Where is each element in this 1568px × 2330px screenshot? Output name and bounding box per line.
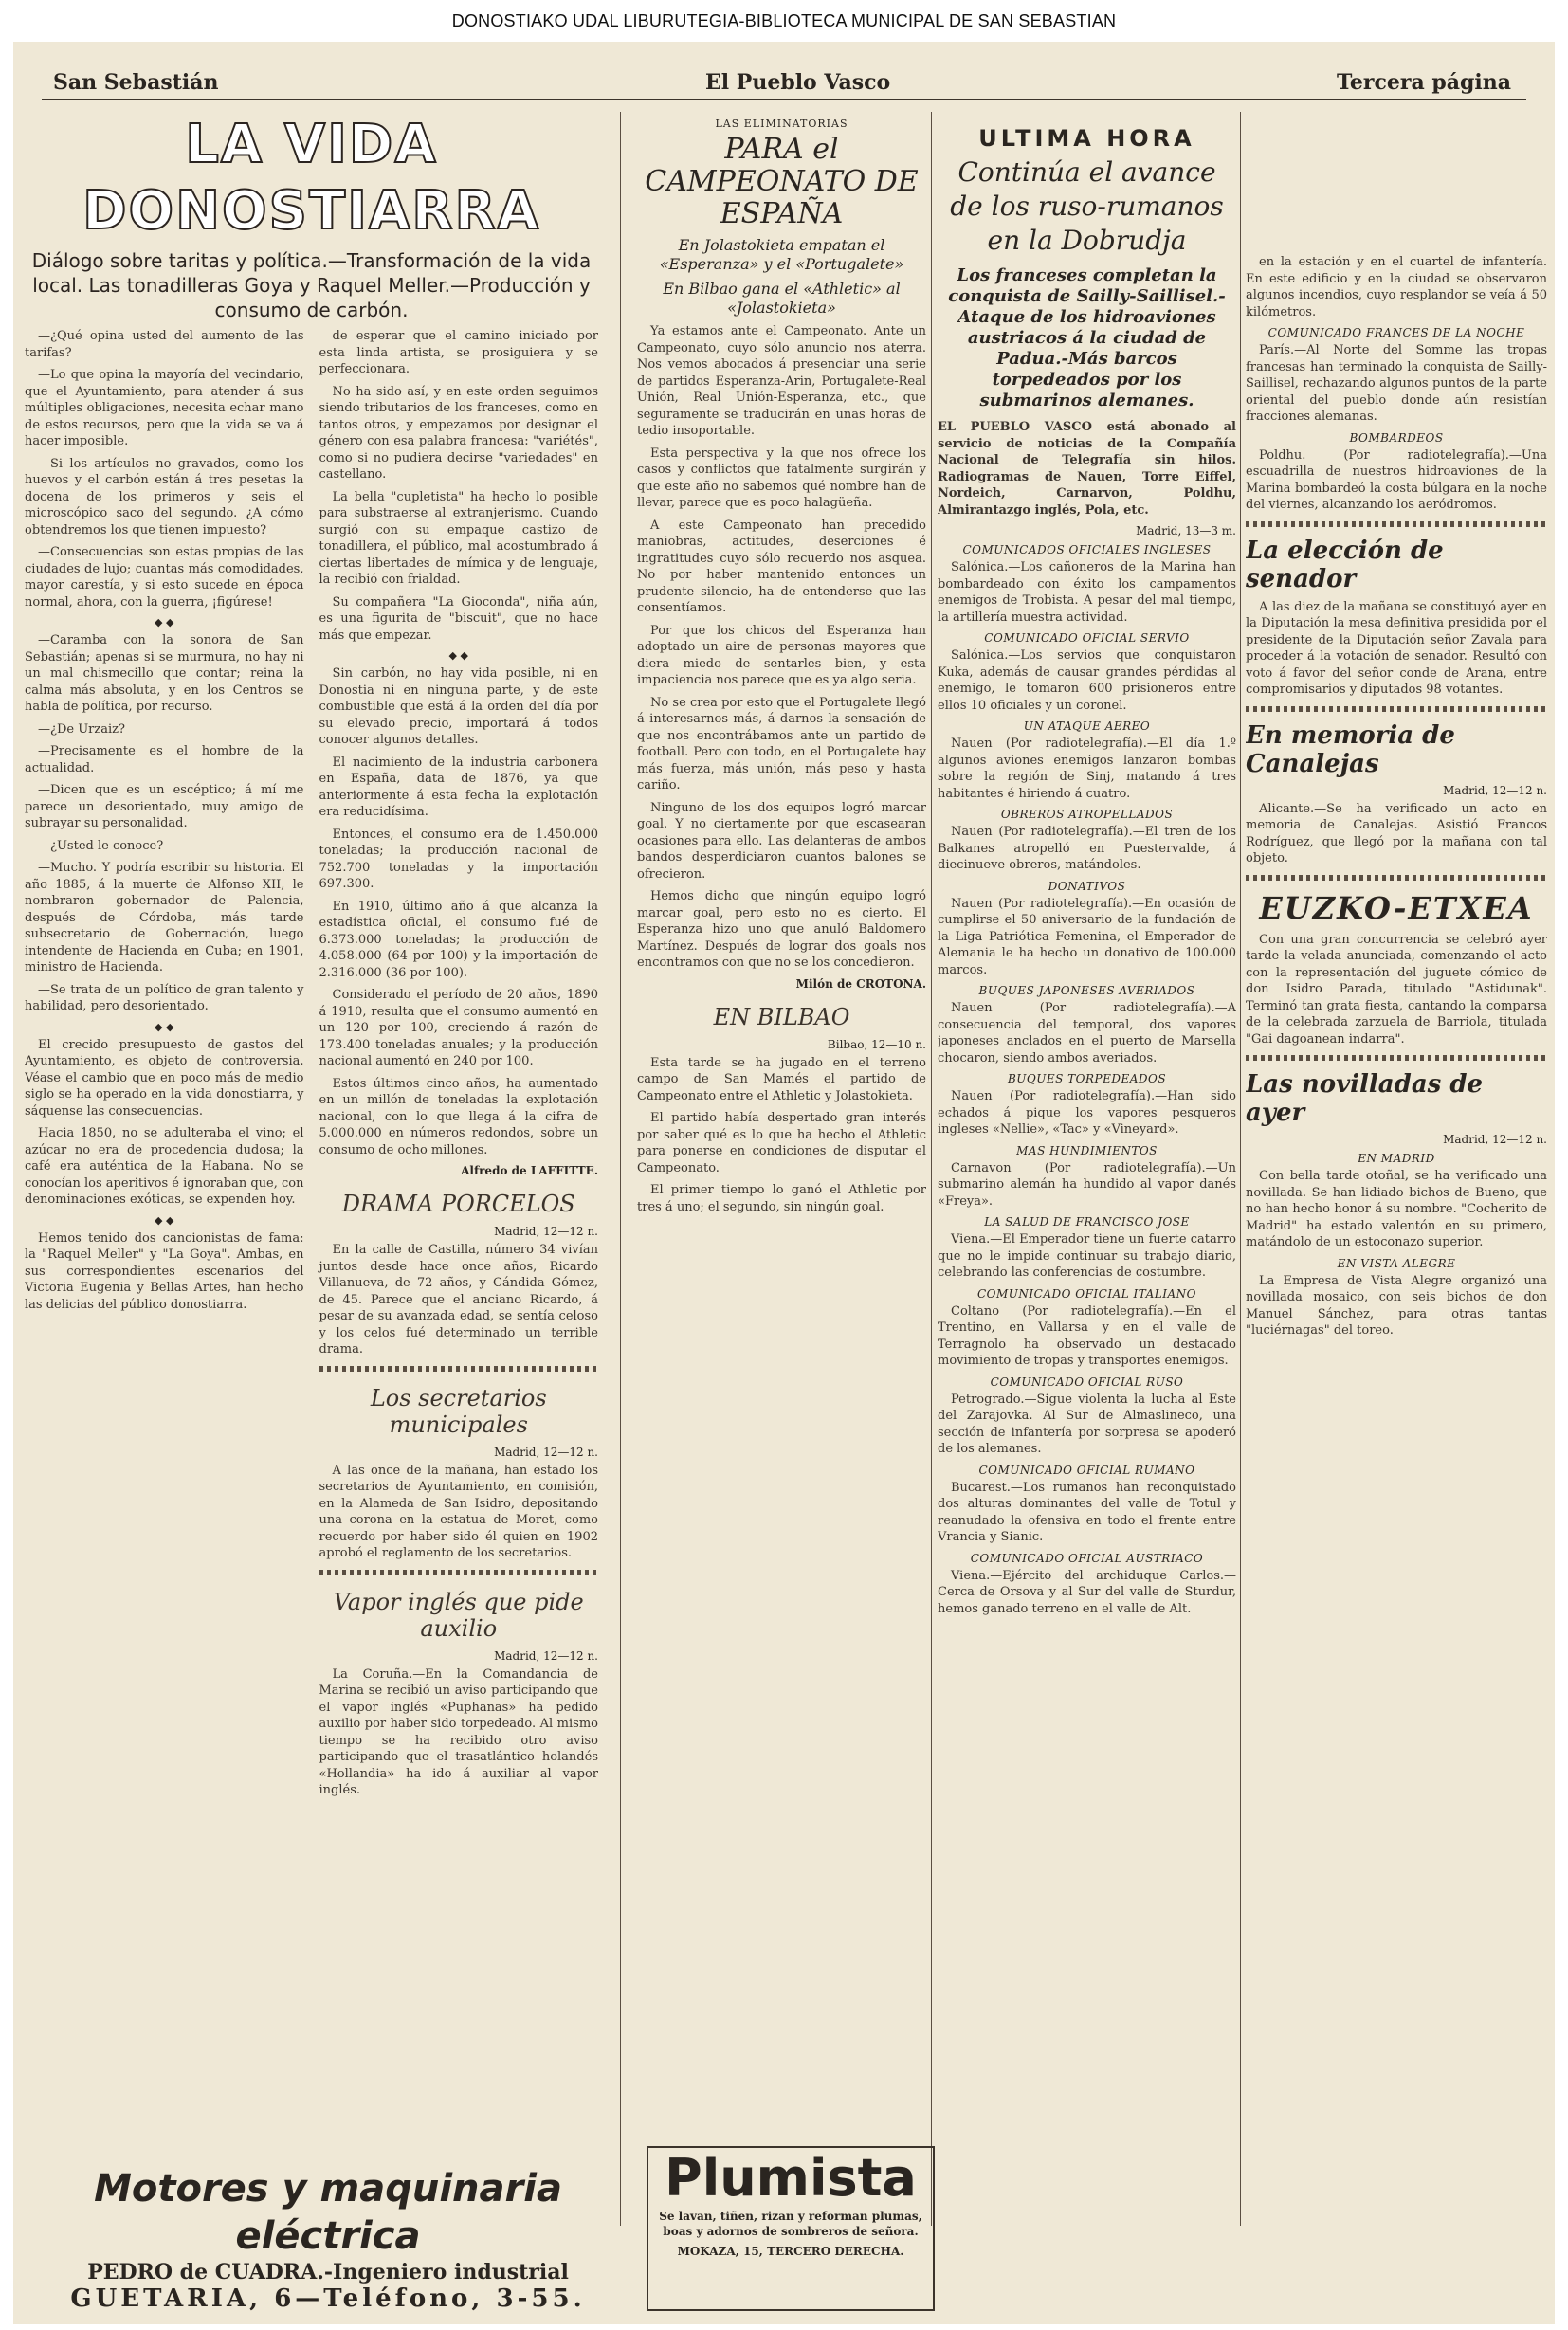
paragraph: Alicante.—Se ha verificado un acto en memoria de Canalejas. Asistió Francos Rodríguez, que llegó por la mañana con tal objeto. — [1246, 801, 1547, 865]
paragraph: La bella "cupletista" ha hecho lo posible para substraerse al extranjerismo. Cuando surgió con su empaque castizo de tonadillera, el público, mal acostumbrado á ciertas libertades de mímica y de lenguaje, la recibió con frialdad. — [319, 489, 598, 587]
subhead: COMUNICADO OFICIAL RUSO — [990, 1374, 1184, 1389]
dateline: Madrid, 13—3 m. — [1136, 524, 1236, 537]
article-body-left — [25, 328, 304, 1805]
subhead: OBREROS ATROPELLADOS — [1000, 808, 1174, 821]
secretarios-title: Los secretarios municipales — [370, 1384, 547, 1438]
paragraph: Ninguno de los dos equipos logró marcar goal. Y no ciertamente por que escasearan ocasiones para ello. Las delanteras de ambos bandos desperdiciaron cuantos balones se ofrecieron. — [637, 800, 926, 882]
dateline: Madrid, 12—12 n. — [494, 1648, 598, 1663]
paragraph: Coltano (Por radiotelegrafía).—En el Trentino, en Vallarsa y en el valle de Terragnolo ha observado un destacado movimiento de tropas y transportes enemigos. — [938, 1303, 1236, 1368]
senador-title: La elección de senador — [1246, 536, 1444, 593]
dateline: Madrid, 12—12 n. — [1443, 1133, 1547, 1146]
signature: Alfredo de LAFFITTE. — [461, 1164, 598, 1177]
paragraph: Petrogrado.—Sigue violenta la lucha al Este del Zarajovka. Al Sur de Almaslineco, una sección de infantería por sorpresa se apoderó de los alemanes. — [938, 1392, 1236, 1456]
paragraph: No se crea por esto que el Portugalete llegó á interesarnos más, á darnos la sensación de que nos encontrábamos ante un partido de football. Pero con todo, en el Portugalete hay más fuerza, más unión, más peso y hasta cariño. — [637, 695, 926, 792]
novilladas-title: Las novilladas de ayer — [1246, 1070, 1484, 1127]
paragraph: A las diez de la mañana se constituyó ayer en la Diputación la mesa definitiva presidida por el presidente de la Diputación señor Zavala para proceder á la votación de senador. Resultó con voto á favor del señor conde de Arana, entre compromisarios y diputados 98 votantes. — [1246, 599, 1547, 697]
paragraph: Salónica.—Los servios que conquistaron Kuka, además de causar grandes pérdidas al enemigo, le tomaron 600 prisioneros entre ellos 10 oficiales y un coronel. — [938, 648, 1236, 713]
paragraph: La Coruña.—En la Comandancia de Marina se recibió un aviso participando que el vapor inglés «Puphanas» ha pedido auxilio por haber sido torpedeado. Al mismo tiempo se ha recibido otro aviso participando que el trasatlántico holandés «Hollandia» ha ido á auxiliar al vapor inglés. — [319, 1666, 598, 1797]
paragraph: en la estación y en el cuartel de infantería. En este edificio y en la ciudad se observaron algunos incendios, cuyo resplandor se veía á 50 kilómetros. — [1246, 255, 1547, 319]
divider — [1246, 521, 1547, 527]
paragraph: En 1910, último año á que alcanza la estadística oficial, el consumo fué de 6.373.000 toneladas; la producción de 4.058.000 (64 por 100) y la importación de 2.316.000 (36 por 100). — [319, 899, 598, 980]
ad-line: PEDRO de CUADRA.-Ingeniero industrial — [87, 2260, 569, 2284]
ad-headline: Plumista — [665, 2148, 917, 2208]
paragraph: —Caramba con la sonora de San Sebastián; apenas si se murmura, no hay ni un mal chismecillo que contar; reina la calma más absoluta, y en los Centros se habla de política, por recurso. — [25, 633, 304, 714]
divider — [1246, 706, 1547, 712]
paragraph: Salónica.—Los cañoneros de la Marina han bombardeado con éxito los campamentos enemigos de Trobista. A pesar del mal tiempo, la artillería muestra actividad. — [938, 560, 1236, 625]
paragraph: —Lo que opina la mayoría del vecindario, que el Ayuntamiento, para atender á sus múltiples obligaciones, necesita echar mano de estos recursos, pero que la vida se va á hacer imposible. — [25, 368, 304, 448]
separator: ◆ ◆ — [155, 1213, 174, 1227]
ad-plumista — [647, 2146, 935, 2311]
running-head-right: Tercera página — [1337, 70, 1511, 95]
paragraph: Entonces, el consumo era de 1.450.000 toneladas; la producción nacional de 752.700 toneladas y la importación 697.300. — [319, 827, 598, 891]
ad-line: Se lavan, tiñen, rizan y reforman plumas, boas y adornos de sombreros de señora. — [659, 2210, 922, 2238]
running-head — [13, 42, 1555, 99]
separator: ◆ ◆ — [155, 616, 174, 628]
paragraph: A las once de la mañana, han estado los secretarios de Ayuntamiento, en comisión, en la Alameda de San Isidro, depositando una corona en la estatua de Moret, como recuerdo por haber sido él quien en 1902 aprobó el reglamento de los secretarios. — [319, 1463, 598, 1560]
paragraph: Su compañera "La Gioconda", niña aún, es una figurita de "biscuit", que no hace más que empezar. — [319, 594, 598, 643]
subhead: En Bilbao gana el «Athletic» al «Jolastokieta» — [663, 280, 901, 317]
paragraph: Esta perspectiva y la que nos ofrece los casos y conflictos que fatalmente surgirán y que este año no sabemos qué nombre han de llevar, parece que es poco halagüeña. — [637, 446, 926, 510]
divider — [319, 1366, 599, 1372]
article-body — [25, 328, 598, 1805]
dateline: Madrid, 12—12 n. — [494, 1225, 598, 1238]
subhead: COMUNICADO OFICIAL RUMANO — [978, 1463, 1195, 1477]
article-deck: Los franceses completan la conquista de Sailly-Saillisel.-Ataque de los hidroaviones austriacos á la ciudad de Padua.-Más barcos torpedeados por los submarinos alemanes. — [948, 265, 1226, 410]
subhead: BUQUES JAPONESES AVERIADOS — [978, 984, 1195, 997]
running-head-left: San Sebastián — [53, 70, 219, 95]
subhead: MAS HUNDIMIENTOS — [1016, 1143, 1158, 1157]
subhead: EN MADRID — [1358, 1152, 1435, 1165]
column-ultima-hora — [938, 112, 1236, 2264]
column-right — [1246, 112, 1547, 2264]
paragraph: Nauen (Por radiotelegrafía).—En ocasión de cumplirse el 50 aniversario de la fundación de la Liga Patriótica Femenina, el Emperador de Alemania le ha hecho un donativo de 100.000 marcos. — [938, 896, 1236, 977]
paragraph: París.—Al Norte del Somme las tropas francesas han terminado la conquista de Sailly-Saillisel, rechazando algunos puntos de la parte oriental del pueblo donde aún resistían fracciones alemanas. — [1246, 343, 1547, 424]
dateline: Bilbao, 12—10 n. — [827, 1037, 926, 1051]
divider — [1246, 875, 1547, 881]
newspaper-page — [13, 42, 1555, 2324]
ad-line: GUETARIA, 6—Teléfono, 3-55. — [70, 2284, 586, 2313]
column-vida-donostiarra — [25, 112, 598, 2226]
paragraph: Con una gran concurrencia se celebró ayer tarde la velada anunciada, comenzando el acto con la representación del juguete cómico de don Isidro Parada, titulado "Astidunak". Terminó tan grata fiesta, cantando la comparsa de la celebrada zarzuela de Barriola, titulada "Gai dagoanean indarra". — [1246, 932, 1547, 1047]
paragraph: El nacimiento de la industria carbonera en España, data de 1876, ya que anteriormente á esta fecha la explotación era reducidísima. — [319, 755, 598, 819]
paragraph: —¿Qué opina usted del aumento de las tarifas? — [25, 329, 304, 360]
subhead: BOMBARDEOS — [1349, 430, 1444, 445]
wireless-notice: EL PUEBLO VASCO está abonado al servicio de noticias de la Compañía Nacional de Telegrafía sin hilos. Radiogramas de Nauen, Torre Eiffel, Nordeich, Carnarvon, Poldhu, Almirantazgo inglés, Pola, etc. — [938, 420, 1236, 518]
paragraph: No ha sido así, y en este orden seguimos siendo tributarios de los franceses, como en tantos otros, y empezamos por designar el género con esa palabra francesa: "variétés", como si no pudiera decirse "variedades" en castellano. — [319, 384, 598, 482]
paragraph: Carnavon (Por radiotelegrafía).—Un submarino alemán ha hundido al vapor danés «Freya». — [938, 1160, 1236, 1209]
paragraph: Viena.—Ejército del archiduque Carlos.—Cerca de Orsova y al Sur del valle de Sturdur, hemos ganado terreno en el valle de Alt. — [938, 1568, 1236, 1616]
running-head-center: El Pueblo Vasco — [705, 70, 891, 95]
paragraph: La Empresa de Vista Alegre organizó una novillada mosaico, con seis bichos de don Manuel Sánchez, para otras tantas "luciérnagas" del toreo. — [1246, 1273, 1547, 1338]
column-campeonato — [637, 112, 926, 2226]
subhead: UN ATAQUE AEREO — [1023, 719, 1151, 733]
article-title-vida-donostiarra: LA VIDA DONOSTIARRA — [82, 114, 540, 242]
paragraph: Considerado el período de 20 años, 1890 á 1910, resulta que el consumo aumentó en un 120 por 100, creciendo á razón de 173.400 toneladas anuales; y la producción nacional aumentó en 240 por 100. — [319, 988, 598, 1068]
subhead: BUQUES TORPEDEADOS — [1007, 1072, 1167, 1085]
paragraph: Nauen (Por radiotelegrafía).—El tren de los Balkanes atropelló en Puestervalde, á diecinueve obreros, matándoles. — [938, 825, 1236, 872]
section-title-ultima-hora: ULTIMA HORA — [978, 125, 1195, 152]
paragraph: de esperar que el camino iniciado por esta linda artista, se prosiguiera y se perfeccionara. — [319, 329, 598, 376]
dateline: Madrid, 12—12 n. — [1443, 783, 1547, 797]
paragraph: —Dicen que es un escéptico; á mí me parece un desorientado, muy amigo de subrayar su personalidad. — [25, 783, 304, 830]
column-rule — [931, 112, 932, 2226]
signature: Milón de CROTONA. — [795, 976, 926, 991]
head-rule — [42, 99, 1526, 100]
paragraph: Hacia 1850, no se adulteraba el vino; el azúcar no era de procedencia dudosa; la café era auténtica de la Habana. No se conocían los aperitivos é ignoraban que, con denominaciones exóticas, se expenden hoy. — [25, 1126, 304, 1207]
paragraph: —Precisamente es el hombre de la actualidad. — [25, 744, 304, 775]
subhead: COMUNICADO OFICIAL ITALIANO — [976, 1286, 1197, 1301]
paragraph: Nauen (Por radiotelegrafía).—Han sido echados á pique los vapores pesqueros ingleses «Nellie», «Tac» y «Vineyard». — [938, 1089, 1236, 1137]
paragraph: —Se trata de un político de gran talento y habilidad, pero desorientado. — [25, 982, 304, 1013]
library-header: DONOSTIAKO UDAL LIBURUTEGIA-BIBLIOTECA MUNICIPAL DE SAN SEBASTIAN — [0, 0, 1568, 42]
subhead: En Jolastokieta empatan el «Esperanza» y el «Portugalete» — [659, 236, 904, 273]
separator: ◆ ◆ — [155, 1020, 174, 1033]
paragraph: —¿De Urzaiz? — [38, 721, 125, 737]
subhead: COMUNICADO OFICIAL AUSTRIACO — [970, 1551, 1204, 1565]
paragraph: El primer tiempo lo ganó el Athletic por tres á uno; el segundo, sin ningún goal. — [637, 1183, 926, 1214]
paragraph: El partido había despertado gran interés por saber qué es lo que ha hecho el Athletic para ponerse en condiciones de disputar el Campeonato. — [637, 1111, 926, 1175]
ad-headline: Motores y maquinaria eléctrica — [94, 2167, 562, 2258]
subhead: EN VISTA ALEGRE — [1337, 1256, 1456, 1270]
column-rule — [1240, 112, 1241, 2226]
paragraph: Hemos tenido dos cancionistas de fama: la "Raquel Meller" y "La Goya". Ambas, en sus correspondientes escenarios del Victoria Eugenia y Bellas Artes, han hecho las delicias del público donostiarra. — [25, 1230, 304, 1312]
paragraph: —Mucho. Y podría escribir su historia. El año 1885, á la muerte de Alfonso XII, le nombraron gobernador de Palencia, después de Córdoba, más tarde subsecretario de Gobernación, luego intendente de Hacienda en Cuba; en 1901, ministro de Hacienda. — [25, 861, 304, 974]
separator: ◆ ◆ — [448, 649, 468, 662]
vapor-title: Vapor inglés que pide auxilio — [333, 1588, 584, 1642]
subhead: COMUNICADO OFICIAL SERVIO — [984, 631, 1190, 645]
subhead: COMUNICADOS OFICIALES INGLESES — [962, 543, 1212, 556]
article-deck: Diálogo sobre taritas y política.—Transformación de la vida local. Las tonadilleras Goya y Raquel Meller.—Producción y consumo de carbón. — [31, 249, 592, 321]
paragraph: Viena.—El Emperador tiene un fuerte catarro que no le impide continuar su trabajo diario, celebrando las conferencias de costumbre. — [938, 1232, 1236, 1280]
bilbao-title: EN BILBAO — [713, 1003, 850, 1030]
paragraph: Con bella tarde otoñal, se ha verificado una novillada. Se han lidiado bichos de Bueno, que no han hecho honor á su nombre. "Cocherito de Madrid" ha estado valentón en su primero, matándolo de un estoconazo superior. — [1246, 1169, 1547, 1249]
paragraph: Nauen (Por radiotelegrafía).—A consecuencia del temporal, dos vapores japoneses anclados en el puerto de Marsella chocaron, siendo ambos averiados. — [938, 1001, 1236, 1065]
divider — [319, 1570, 599, 1575]
column-rule — [620, 112, 621, 2226]
dateline: Madrid, 12—12 n. — [494, 1445, 598, 1459]
drama-title: DRAMA PORCELOS — [341, 1191, 575, 1217]
paragraph: Bucarest.—Los rumanos han reconquistado dos alturas dominantes del valle de Totul y reanudado la ofensiva en todo el frente entre Vrancia y Sianic. — [938, 1480, 1236, 1544]
canalejas-title: En memoria de Canalejas — [1246, 720, 1455, 778]
paragraph: Esta tarde se ha jugado en el terreno campo de San Mamés el partido de Campeonato entre el Athletic y Jolastokieta. — [637, 1055, 926, 1103]
paragraph: —¿Usted le conoce? — [38, 838, 164, 853]
paragraph: Sin carbón, no hay vida posible, ni en Donostia ni en ninguna parte, y de este combustible que está á la orden del día por su elevado precio, importará á todos conocer algunos detalles. — [319, 666, 598, 747]
article-body-right — [319, 328, 599, 1805]
kicker: LAS ELIMINATORIAS — [715, 118, 848, 130]
paragraph: Ya estamos ante el Campeonato. Ante un Campeonato, cuyo sólo anuncio nos aterra. Nos vemos abocados á presenciar una serie de partidos Esperanza-Arin, Portugalete-Real Unión, Real Unión-Esperanza, etc., que seguramente se traducirán en unas horas de tedio insoportable. — [637, 324, 926, 438]
subhead: COMUNICADO FRANCES DE LA NOCHE — [1267, 326, 1525, 339]
paragraph: —Si los artículos no gravados, como los huevos y el carbón están á tres pesetas la docena de los primeros y seis el microscópico saco del segundo. ¿A cómo obtendremos los que tienen impuesto? — [25, 456, 304, 537]
paragraph: El crecido presupuesto de gastos del Ayuntamiento, es objeto de controversia. Véase el cambio que en poco más de medio siglo se ha operado en la vida donostiarra, y sáquense las consecuencias. — [25, 1037, 304, 1119]
paragraph: Por que los chicos del Esperanza han adoptado un aire de personas mayores que diera miedo de sentarles bien, y esta impaciencia nos parece que es ya algo seria. — [637, 623, 926, 687]
paragraph: —Consecuencias son estas propias de las ciudades de lujo; cuantas más comodidades, mayor carestía, y si esto sucede en época normal, ahora, con la guerra, ¡figúrese! — [25, 545, 304, 610]
article-title-dobrudja: Continúa el avance de los ruso-rumanos en la Dobrudja — [950, 156, 1224, 256]
divider — [1246, 1055, 1547, 1061]
euzko-etxea-title: EUZKO-ETXEA — [1259, 889, 1534, 926]
subhead: DONATIVOS — [1048, 879, 1126, 893]
ad-motores — [25, 2165, 631, 2313]
paragraph: Estos últimos cinco años, ha aumentado en un millón de toneladas la explotación nacional, con lo que llega á la cifra de 5.000.000 en números redondos, sobre un consumo de ocho millones. — [319, 1076, 598, 1157]
paragraph: Poldhu. (Por radiotelegrafía).—Una escuadrilla de nuestros hidroaviones de la Marina bombardeó la costa búlgara en la noche del viernes, alcanzando los aeródromos. — [1246, 447, 1547, 512]
paragraph: Nauen (Por radiotelegrafía).—El día 1.º algunos aviones enemigos lanzaron bombas sobre la región de Sinj, matando á tres habitantes é hiriendo á cuatro. — [938, 737, 1236, 801]
paragraph: Hemos dicho que ningún equipo logró marcar goal, pero esto no es cierto. El Esperanza hizo uno que anuló Baldomero Martínez. Después de lograr dos goals nos encontramos con que no se los concedieron. — [637, 889, 926, 970]
spacer — [1246, 112, 1547, 254]
article-title-campeonato: PARA el CAMPEONATO DE ESPAÑA — [645, 133, 919, 230]
ad-line: MOKAZA, 15, TERCERO DERECHA. — [677, 2245, 904, 2258]
paragraph: A este Campeonato han precedido maniobras, actitudes, deserciones é ingratitudes cuyo sólo recuerdo nos asquea. No por haber mantenido entonces un prudente silencio, ha de entenderse que las consentíamos. — [637, 518, 926, 615]
subhead: LA SALUD DE FRANCISCO JOSE — [984, 1215, 1190, 1229]
paragraph: En la calle de Castilla, número 34 vivían juntos desde hace once años, Ricardo Villanueva, de 72 años, y Cándida Gómez, de 45. Parece que el anciano Ricardo, á pesar de su avanzada edad, se sentía celoso y los celos fué determinado un terrible drama. — [319, 1243, 598, 1356]
